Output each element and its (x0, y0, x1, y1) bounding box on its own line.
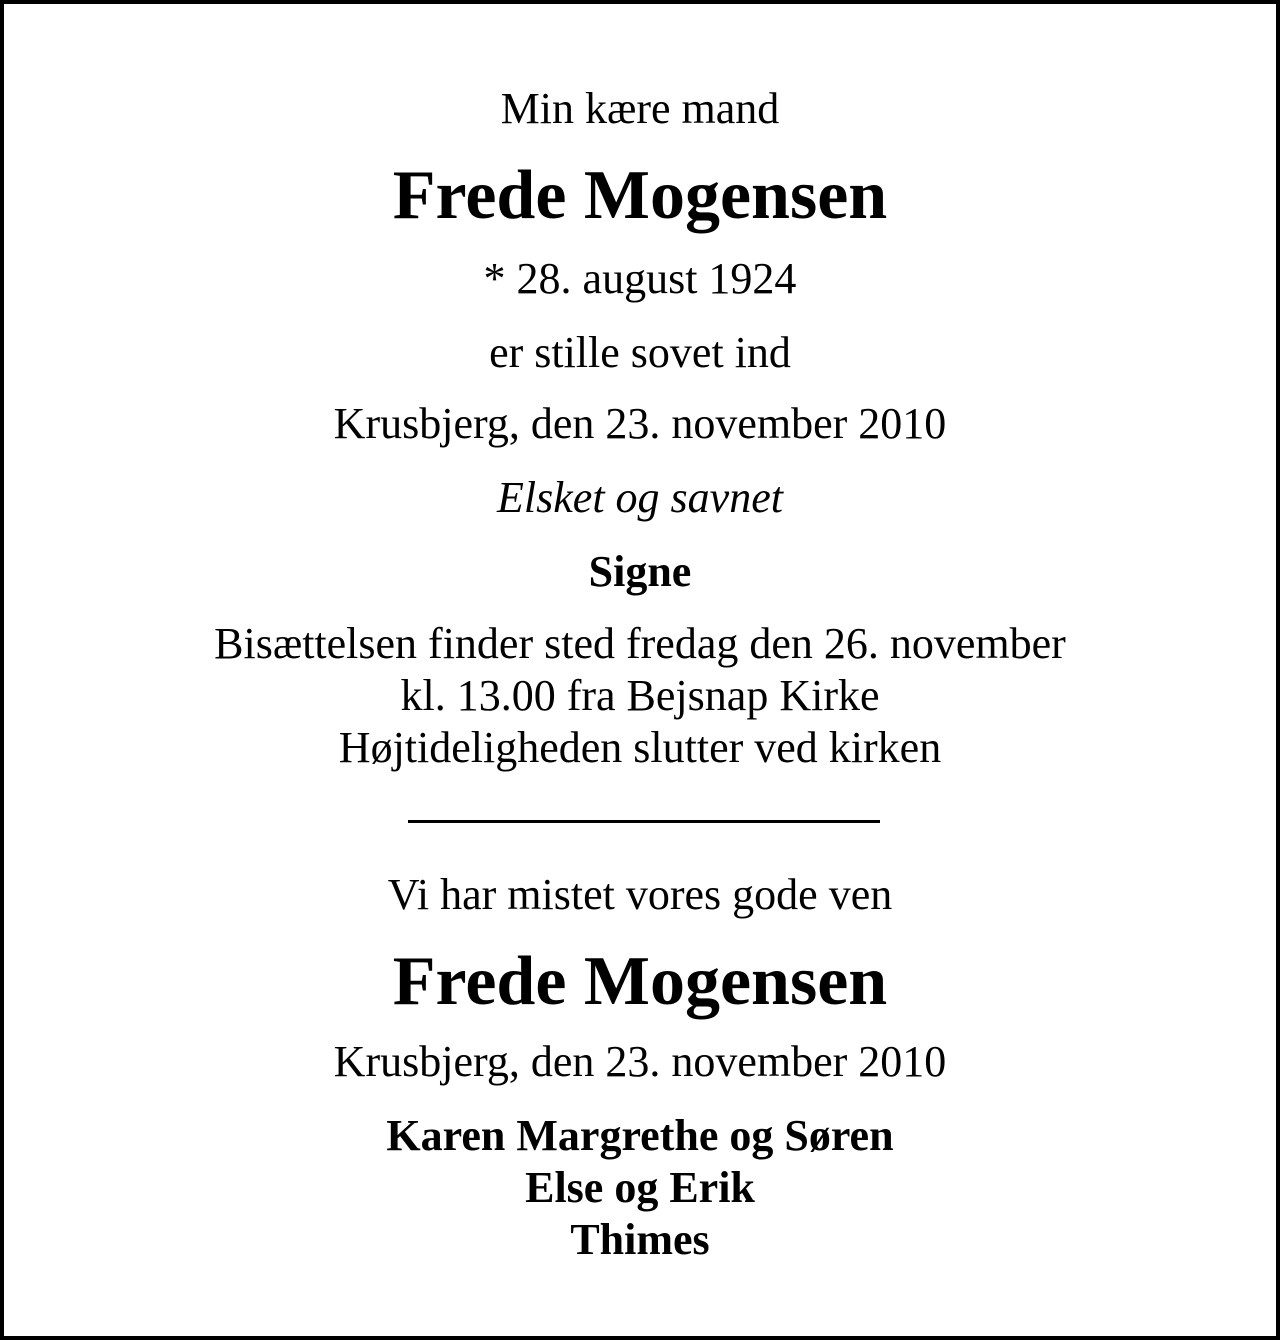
passing-phrase: er stille sovet ind (489, 328, 791, 377)
intro-text: Min kære mand (500, 84, 780, 133)
deceased-name: Frede Mogensen (392, 943, 888, 1020)
section-divider (408, 820, 880, 823)
intro-text: Vi har mistet vores gode ven (387, 870, 893, 919)
place-and-date: Krusbjerg, den 23. november 2010 (333, 399, 947, 448)
signer-name: Signe (588, 547, 692, 596)
birth-date: * 28. august 1924 (483, 254, 797, 303)
funeral-line: Højtideligheden slutter ved kirken (338, 723, 942, 772)
signer-line: Else og Erik (525, 1163, 755, 1212)
loved-and-missed: Elsket og savnet (497, 473, 783, 522)
signer-line: Thimes (570, 1215, 710, 1264)
signer-line: Karen Margrethe og Søren (386, 1111, 894, 1160)
funeral-line: kl. 13.00 fra Bejsnap Kirke (400, 671, 880, 720)
funeral-line: Bisættelsen finder sted fredag den 26. november (214, 619, 1066, 668)
place-and-date: Krusbjerg, den 23. november 2010 (333, 1037, 947, 1086)
deceased-name: Frede Mogensen (392, 157, 888, 234)
